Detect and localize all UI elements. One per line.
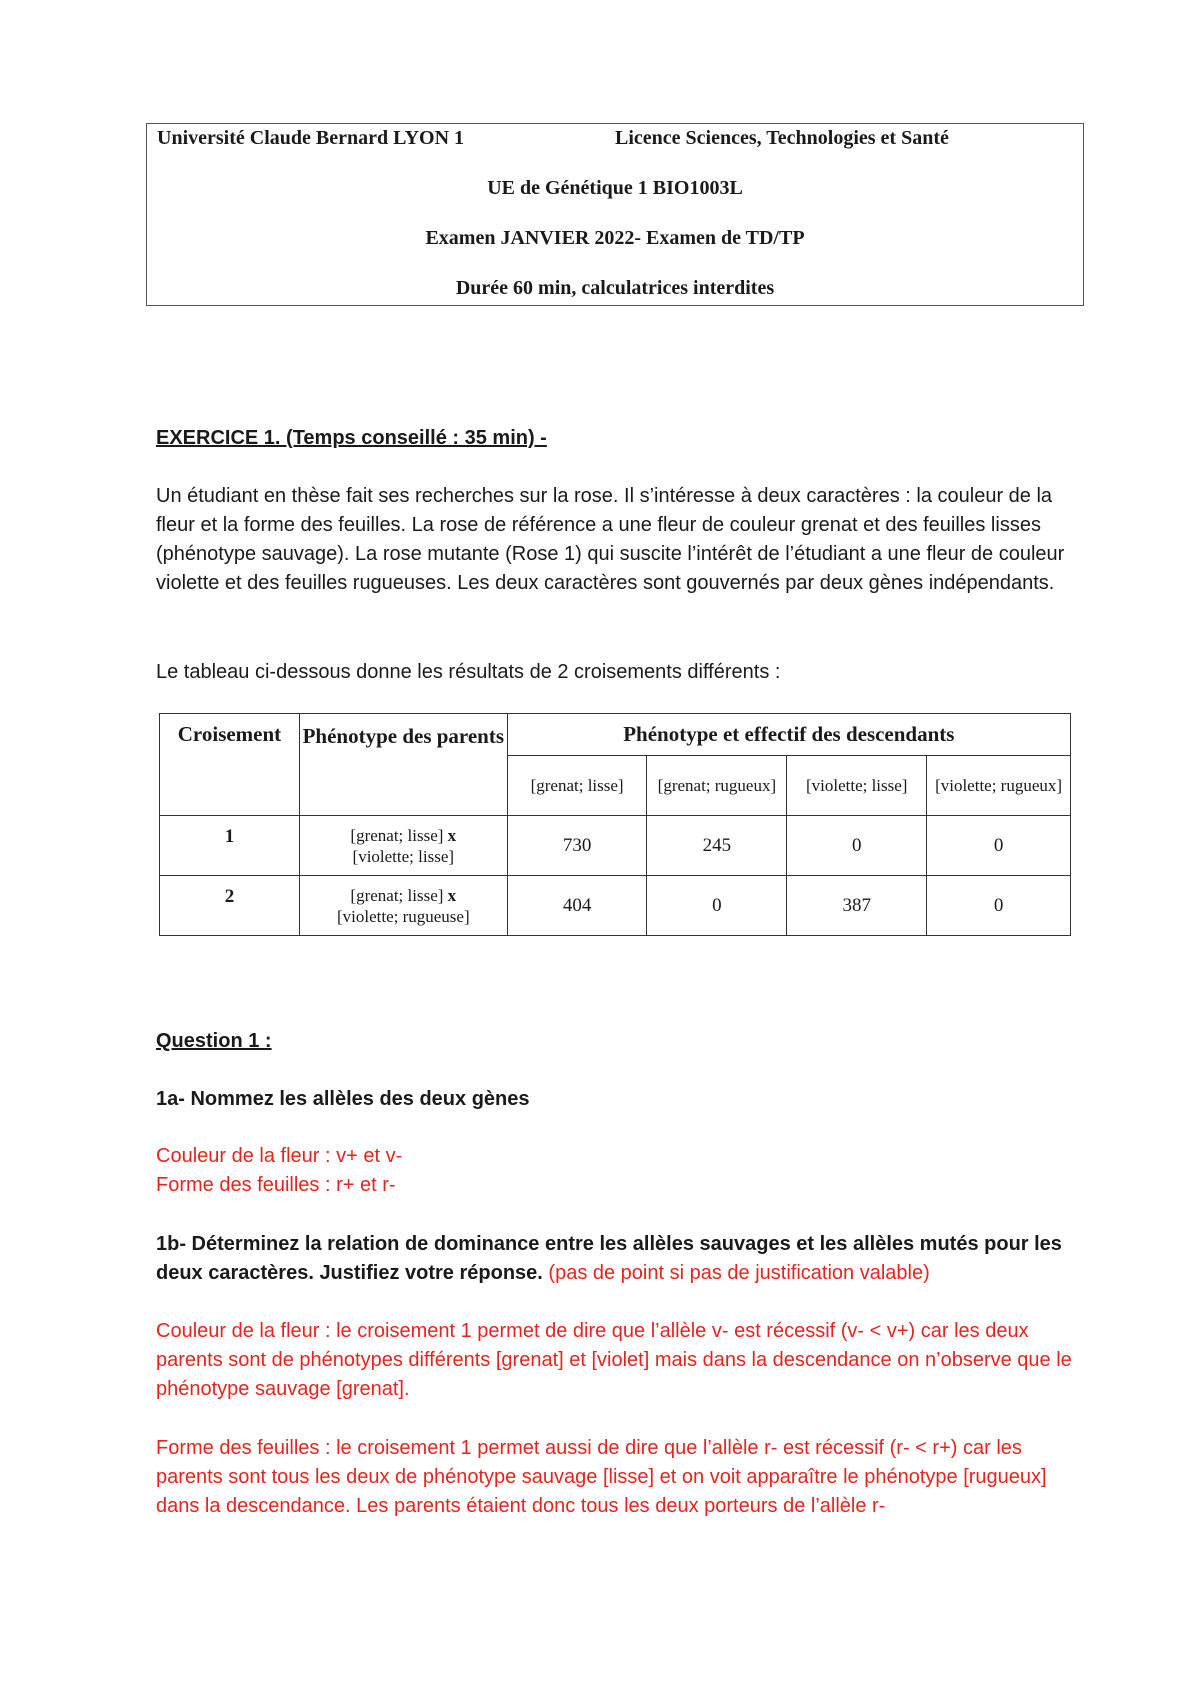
answer-1a-form: Forme des feuilles : r+ et r-: [156, 1174, 396, 1196]
question-1b: [156, 1230, 1076, 1288]
count-grenat-rugueux: 245: [647, 816, 787, 876]
cross-number: 2: [160, 876, 300, 936]
count-grenat-lisse: 730: [507, 816, 647, 876]
subheader-violette-rugueux: [violette; rugueux]: [927, 756, 1071, 816]
licence-name: Licence Sciences, Technologies et Santé: [615, 127, 949, 149]
question-1a: 1a- Nommez les allèles des deux gènes: [156, 1088, 530, 1110]
parent-b: [violette; rugueuse]: [336, 906, 470, 926]
count-violette-lisse: 0: [787, 816, 927, 876]
exam-header-box: [146, 123, 1084, 306]
table-header-row: [160, 714, 1071, 756]
subheader-grenat-lisse: [grenat; lisse]: [507, 756, 647, 816]
exam-title: Examen JANVIER 2022- Examen de TD/TP: [425, 227, 805, 249]
parent-a: [grenat; lisse]: [350, 825, 444, 845]
cross-sign: x: [447, 825, 457, 845]
exercise1-title: EXERCICE 1. (Temps conseillé : 35 min) -: [156, 427, 547, 449]
answer-1a: [156, 1142, 1076, 1200]
answer-1b-color: Couleur de la fleur : le croisement 1 permet de dire que l’allèle v- est récessif (v- < v+) car les deux parents sont de phénotypes différents [grenat] et [violet] mais dans la descendance on n’observe que le phénotype sauvage [grenat].: [156, 1320, 1072, 1400]
parent-b: [violette; lisse]: [352, 846, 455, 866]
col-header-parents: Phénotype des parents: [299, 714, 507, 816]
count-violette-rugueux: 0: [927, 816, 1071, 876]
parent-a: [grenat; lisse]: [350, 885, 444, 905]
count-violette-rugueux: 0: [927, 876, 1071, 936]
subheader-violette-lisse: [violette; lisse]: [787, 756, 927, 816]
col-header-descendants: Phénotype et effectif des descendants: [507, 714, 1070, 756]
ue-title: UE de Génétique 1 BIO1003L: [487, 177, 743, 199]
answer-1b-form: Forme des feuilles : le croisement 1 permet aussi de dire que l’allèle r- est récessif (r- < r+) car les parents sont tous les deux de phénotype sauvage [lisse] et on voit apparaître le phénotype [rugueux] dans la descendance. Les parents étaient donc tous les deux porteurs de l’allèle r-: [156, 1437, 1047, 1517]
table-row: [160, 876, 1071, 936]
count-grenat-lisse: 404: [507, 876, 647, 936]
count-violette-lisse: 387: [787, 876, 927, 936]
answer-1a-color: Couleur de la fleur : v+ et v-: [156, 1145, 403, 1167]
question-1b-note: (pas de point si pas de justification valable): [548, 1262, 930, 1284]
count-grenat-rugueux: 0: [647, 876, 787, 936]
exercise1-intro: Un étudiant en thèse fait ses recherches sur la rose. Il s’intéresse à deux caractères : la couleur de la fleur et la forme des feuilles. La rose de référence a une fleur de couleur grenat et des feuilles lisses (phénotype sauvage). La rose mutante (Rose 1) qui suscite l’intérêt de l’étudiant a une fleur de couleur violette et des feuilles rugueuses. Les deux caractères sont gouvernés par deux gènes indépendants.: [156, 485, 1065, 594]
table-intro: Le tableau ci-dessous donne les résultats de 2 croisements différents :: [156, 661, 781, 683]
crosses-table: [159, 713, 1071, 936]
exam-duration: Durée 60 min, calculatrices interdites: [455, 277, 775, 299]
parents-phenotype: [299, 816, 507, 876]
table-row: [160, 816, 1071, 876]
parents-phenotype: [299, 876, 507, 936]
cross-sign: x: [447, 885, 457, 905]
cross-number: 1: [160, 816, 300, 876]
subheader-grenat-rugueux: [grenat; rugueux]: [647, 756, 787, 816]
university-name: Université Claude Bernard LYON 1: [157, 127, 465, 149]
col-header-cross: Croisement: [160, 714, 300, 816]
question1-title: Question 1 :: [156, 1030, 272, 1052]
question-1b-text: 1b- Déterminez la relation de dominance entre les allèles sauvages et les allèles mutés pour les deux caractères. Justifiez votre réponse.: [156, 1233, 1062, 1284]
